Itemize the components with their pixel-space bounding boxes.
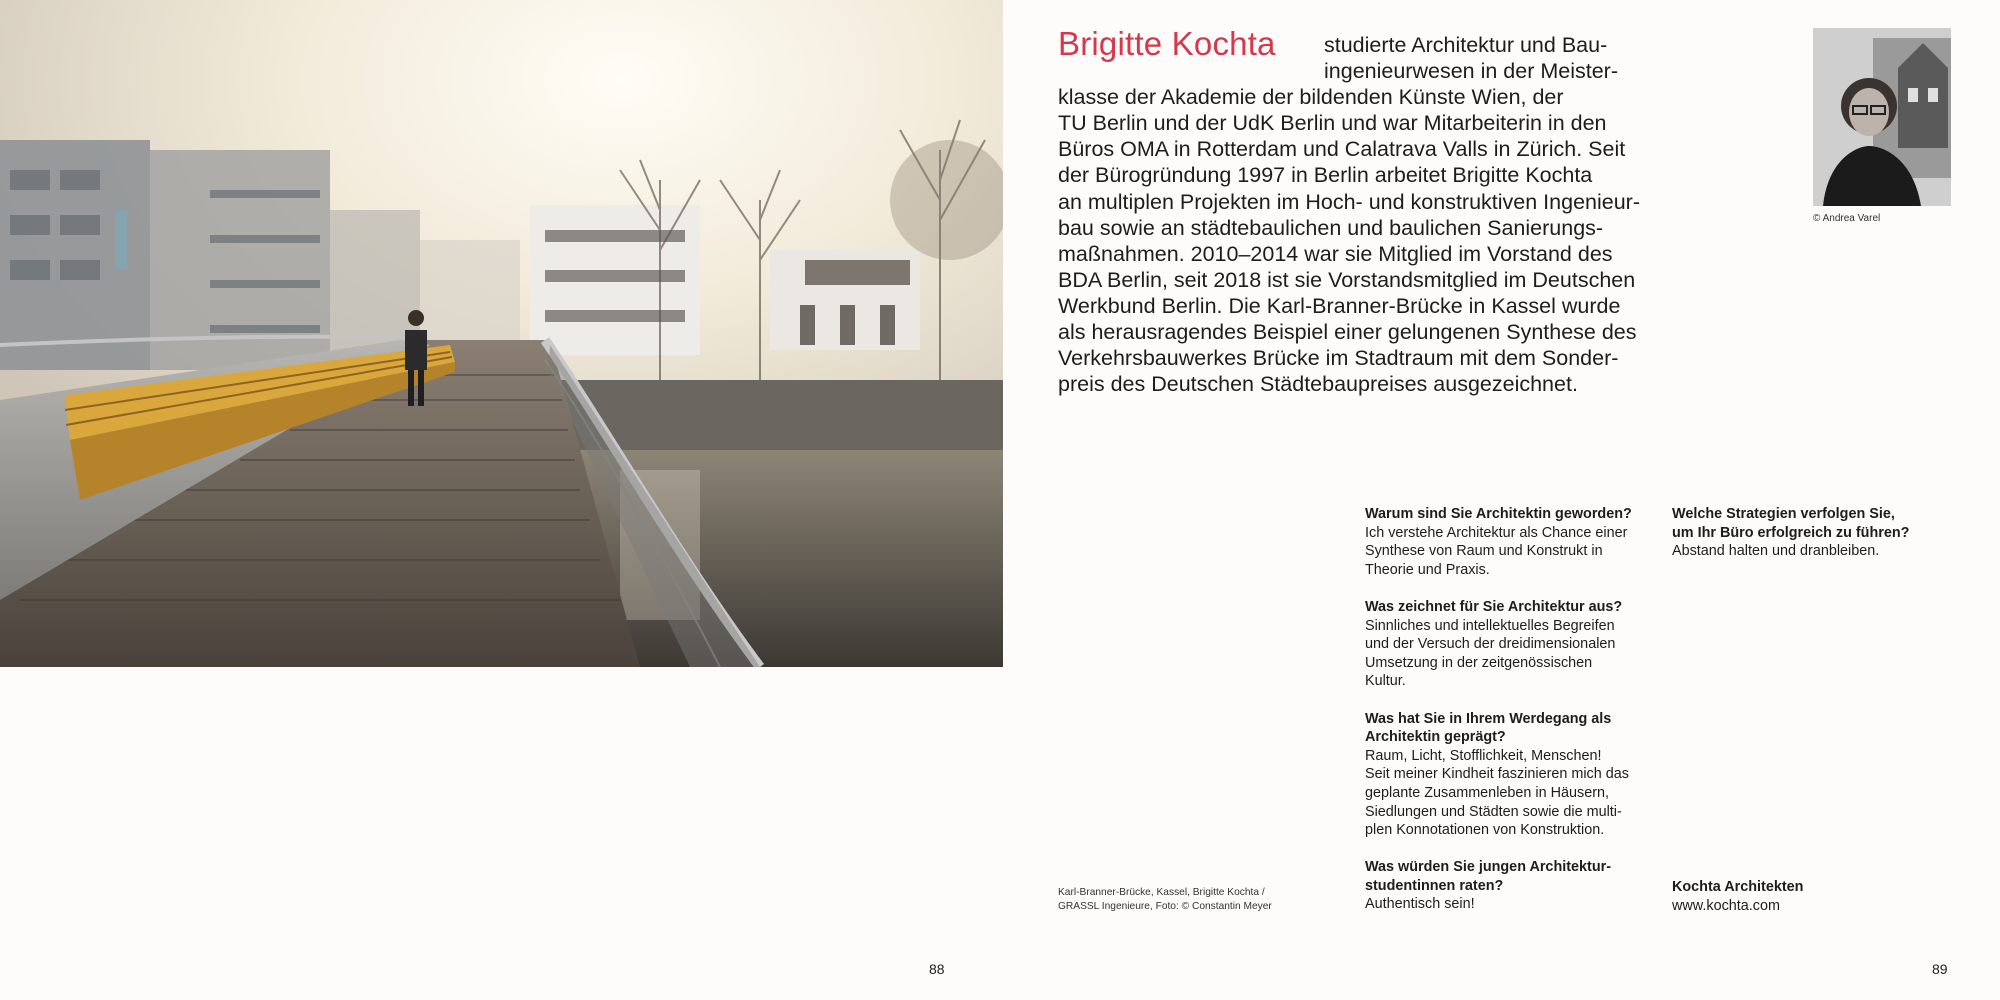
bio-line: maßnahmen. 2010–2014 war sie Mitglied im Vorstand des	[1058, 241, 1613, 266]
qa-question-line: Was zeichnet für Sie Architektur aus?	[1365, 598, 1623, 615]
portrait-photo	[1813, 28, 1951, 206]
bio-line: klasse der Akademie der bildenden Künste Wien, der	[1058, 85, 1564, 110]
bio-line: Büros OMA in Rotterdam und Calatrava Valls in Zürich. Seit	[1058, 137, 1626, 162]
qa-block	[1365, 598, 1655, 691]
bio-line: Werkbund Berlin. Die Karl-Branner-Brücke in Kassel wurde	[1058, 293, 1621, 318]
qa-answer-line: Umsetzung in der zeitgenössischen	[1365, 654, 1593, 671]
qa-answer-line: Synthese von Raum und Konstrukt in	[1365, 543, 1603, 560]
page-number-left: 88	[929, 961, 945, 977]
qa-question-line: Architektin geprägt?	[1365, 729, 1506, 746]
qa-answer-line: Raum, Licht, Stofflichkeit, Menschen!	[1365, 747, 1602, 764]
bio-line: als herausragendes Beispiel einer gelungenen Synthese des	[1058, 320, 1637, 345]
interview-column-1	[1365, 505, 1655, 933]
qa-question-line: Was würden Sie jungen Architektur-	[1365, 859, 1612, 876]
office-url: www.kochta.com	[1672, 897, 1780, 914]
qa-answer-line: Siedlungen und Städten sowie die multi-	[1365, 803, 1622, 820]
bio-line: Verkehrsbauwerkes Brücke im Stadtraum mit dem Sonder-	[1058, 346, 1619, 371]
bio-line: an multiplen Projekten im Hoch- und konstruktiven Ingenieur-	[1058, 189, 1640, 214]
qa-block	[1365, 858, 1655, 914]
bio-line: studierte Architektur und Bau-	[1324, 33, 1608, 57]
bio-line: TU Berlin und der UdK Berlin und war Mitarbeiterin in den	[1058, 111, 1607, 136]
bio-line: BDA Berlin, seit 2018 ist sie Vorstandsmitglied im Deutschen	[1058, 267, 1636, 292]
portrait-credit: © Andrea Varel	[1813, 213, 1881, 224]
qa-question-line: studentinnen raten?	[1365, 877, 1504, 894]
qa-answer-line: Theorie und Praxis.	[1365, 561, 1490, 578]
page-number-right: 89	[1932, 961, 1948, 977]
photo-caption	[1058, 886, 1272, 914]
qa-block	[1365, 710, 1655, 840]
qa-answer-line: plen Konnotationen von Konstruktion.	[1365, 822, 1605, 839]
bio-line: ingenieurwesen in der Meister-	[1324, 59, 1618, 84]
office-name: Kochta Architekten	[1672, 879, 1804, 895]
qa-question-line: Warum sind Sie Architektin geworden?	[1365, 506, 1632, 522]
person-name: Brigitte Kochta	[1058, 25, 1276, 62]
qa-answer-line: Seit meiner Kindheit faszinieren mich das	[1365, 766, 1629, 783]
qa-answer-line: Ich verstehe Architektur als Chance einer	[1365, 524, 1628, 541]
interview-column-2	[1672, 505, 1962, 579]
qa-answer-line: geplante Zusammenleben in Häusern,	[1365, 784, 1609, 801]
qa-answer-line: Abstand halten und dranbleiben.	[1672, 543, 1880, 560]
photo-caption-line: Karl-Branner-Brücke, Kassel, Brigitte Kochta /	[1058, 887, 1265, 898]
qa-block	[1672, 505, 1962, 561]
qa-block	[1365, 505, 1655, 579]
qa-question-line: Welche Strategien verfolgen Sie,	[1672, 506, 1895, 522]
qa-answer-line: Kultur.	[1365, 673, 1406, 690]
bridge-photo	[0, 0, 1003, 667]
bio-line: preis des Deutschen Städtebaupreises ausgezeichnet.	[1058, 372, 1578, 397]
bio-line: bau sowie an städtebaulichen und baulichen Sanierungs-	[1058, 215, 1604, 240]
bio-line: der Bürogründung 1997 in Berlin arbeitet Brigitte Kochta	[1058, 163, 1593, 188]
qa-answer-line: und der Versuch der dreidimensionalen	[1365, 636, 1616, 653]
office-info	[1672, 878, 1803, 915]
qa-answer-line: Authentisch sein!	[1365, 896, 1475, 913]
qa-question-line: Was hat Sie in Ihrem Werdegang als	[1365, 710, 1612, 727]
qa-answer-line: Sinnliches und intellektuelles Begreifen	[1365, 617, 1615, 634]
qa-question-line: um Ihr Büro erfolgreich zu führen?	[1672, 524, 1910, 541]
bio-text	[1058, 32, 1648, 397]
photo-caption-line: GRASSL Ingenieure, Foto: © Constantin Meyer	[1058, 901, 1272, 912]
